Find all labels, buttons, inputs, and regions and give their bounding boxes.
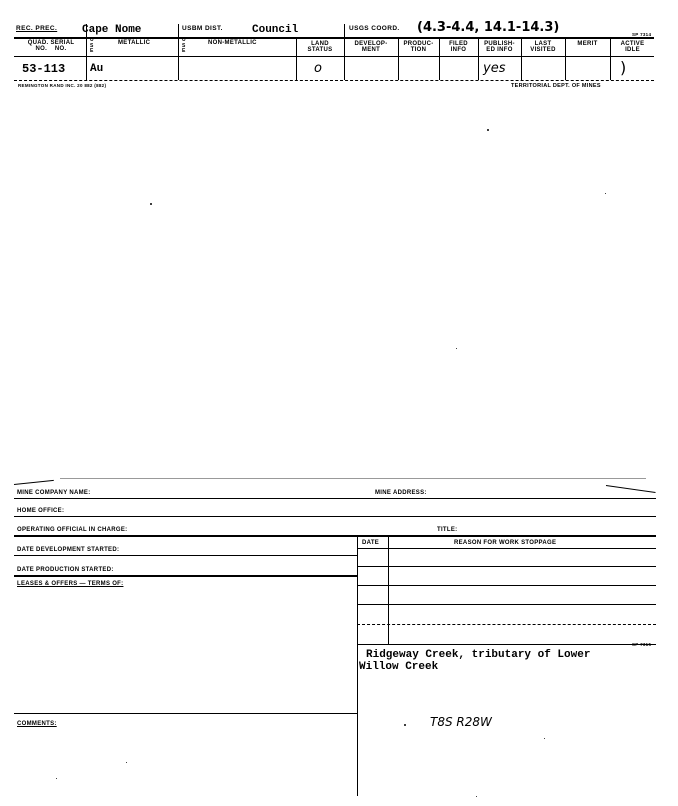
location-line-1: Ridgeway Creek, tributary of Lower — [366, 649, 591, 661]
form-code-top: SP 7314 — [632, 32, 652, 37]
rec-prec-label: REC. PREC. — [16, 25, 58, 32]
location-line-2: Willow Creek — [359, 661, 439, 673]
printer-imprint: REMINGTON RAND INC. 20 882 (882) — [18, 83, 107, 88]
col-use-left: U S E — [90, 37, 94, 54]
title-label: TITLE: — [437, 527, 458, 533]
col-quad-serial: QUAD. SERIAL NO. NO. — [27, 40, 75, 52]
mine-address-label: MINE ADDRESS: — [375, 490, 427, 496]
col-merit: MERIT — [577, 41, 598, 47]
metallic-value: Au — [90, 63, 104, 75]
reason-column-header: REASON FOR WORK STOPPAGE — [454, 540, 557, 546]
usgs-coord-value: (4.3-4.4, 14.1-14.3) — [417, 20, 560, 35]
col-production: PRODUC- TION — [403, 41, 434, 53]
col-development: DEVELOP- MENT — [354, 41, 388, 53]
col-filed-info: FILED INFO — [449, 41, 468, 53]
date-column-header: DATE — [362, 540, 380, 546]
quad-serial-value: 53-113 — [22, 62, 66, 76]
col-metallic: METALLIC — [118, 40, 151, 46]
comments-label: COMMENTS: — [17, 721, 57, 727]
col-use-right: U S E — [182, 37, 186, 54]
date-production-label: DATE PRODUCTION STARTED: — [17, 567, 114, 573]
mine-company-name-label: MINE COMPANY NAME: — [17, 490, 91, 496]
usbm-dist-value: Council — [252, 24, 299, 36]
col-published-info: PUBLISH- ED INFO — [484, 41, 515, 53]
department-imprint: TERRITORIAL DEPT. OF MINES — [511, 83, 601, 89]
col-land-status: LAND STATUS — [307, 41, 333, 53]
operating-official-label: OPERATING OFFICIAL IN CHARGE: — [17, 527, 128, 533]
date-development-label: DATE DEVELOPMENT STARTED: — [17, 547, 120, 553]
home-office-label: HOME OFFICE: — [17, 508, 65, 514]
col-non-metallic: NON-METALLIC — [208, 40, 257, 46]
active-idle-value: ) — [620, 58, 627, 77]
form-code-bottom: SP 7315 — [632, 642, 652, 647]
rec-prec-value: Cape Nome — [82, 24, 142, 36]
usbm-dist-label: USBM DIST. — [182, 25, 223, 32]
col-last-visited: LAST VISITED — [530, 41, 556, 53]
usgs-coord-label: USGS COORD. — [349, 25, 400, 32]
land-status-value: o — [314, 61, 322, 76]
township-range: T8S R28W — [430, 715, 492, 729]
leases-offers-label: LEASES & OFFERS — TERMS OF: — [17, 581, 124, 587]
published-info-value: yes — [483, 61, 506, 76]
col-active-idle: ACTIVE IDLE — [620, 41, 645, 53]
